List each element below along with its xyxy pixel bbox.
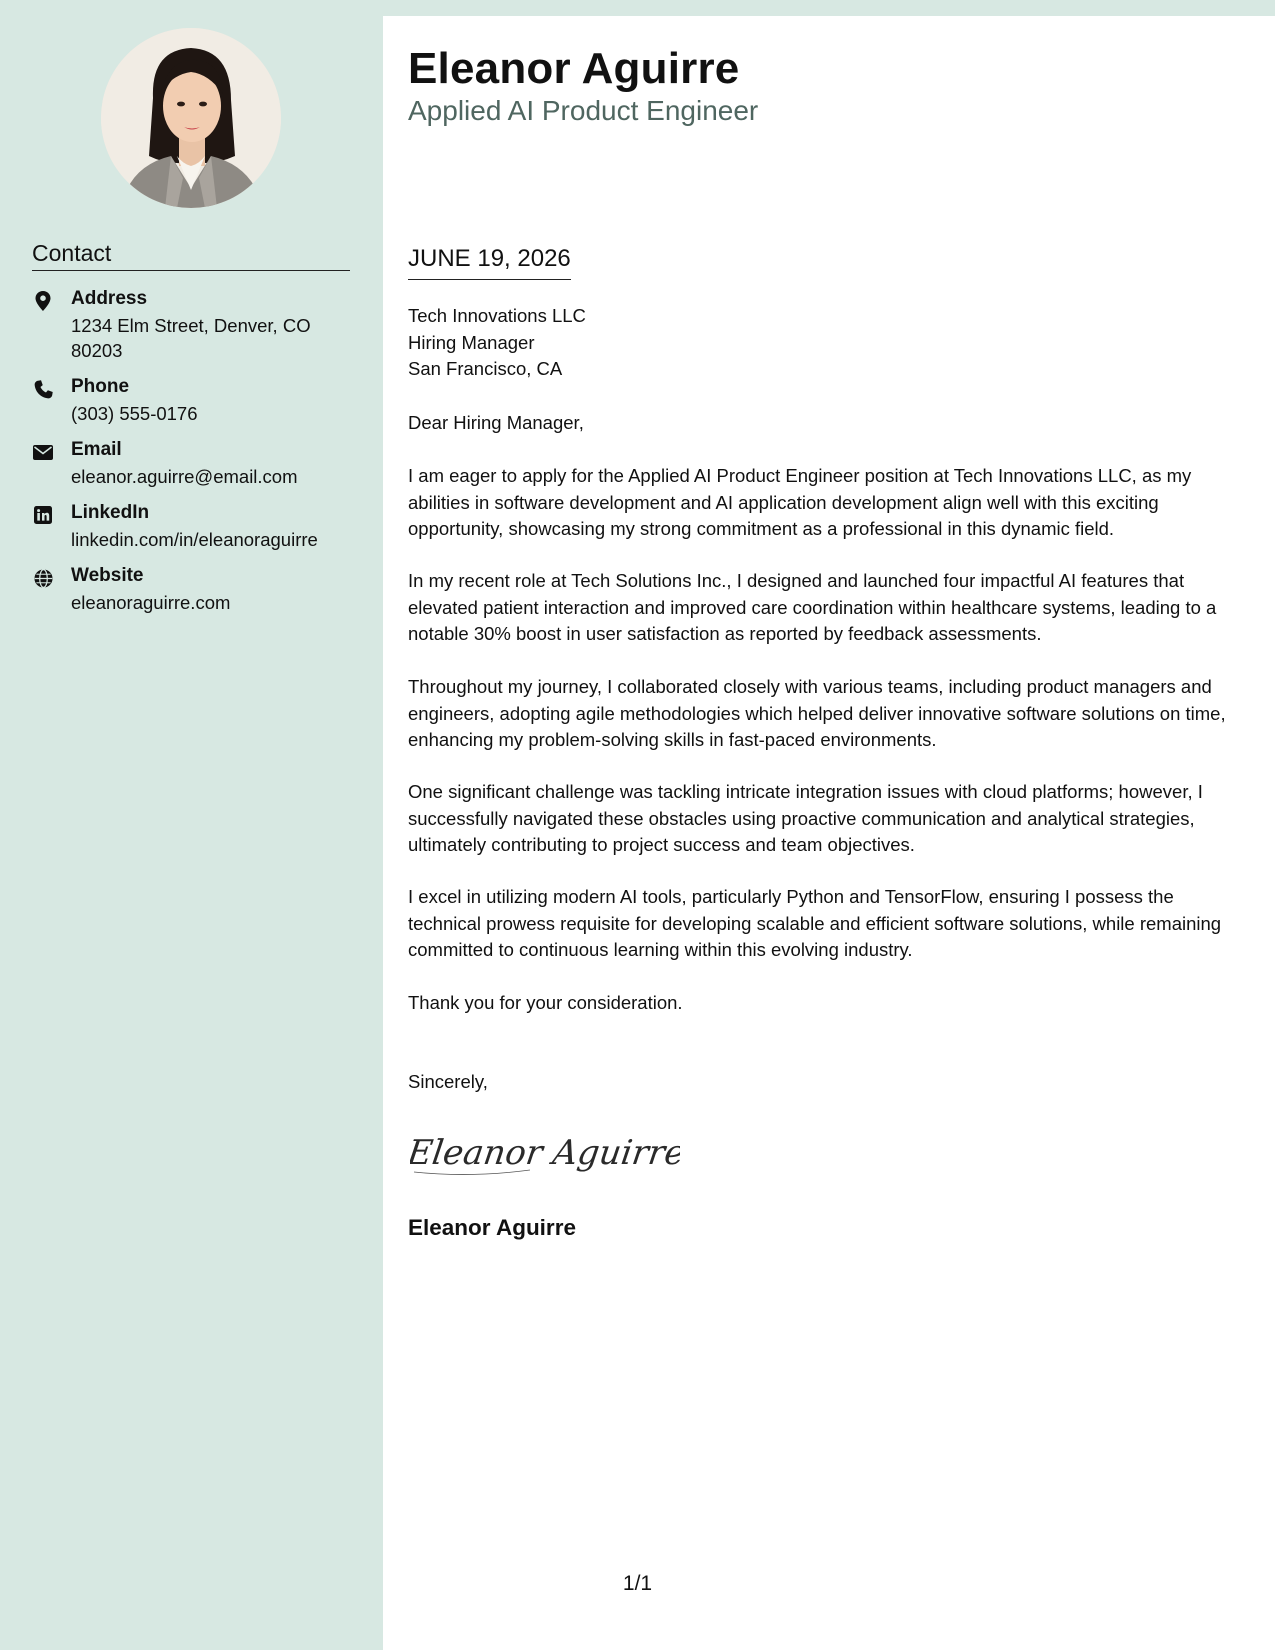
contact-value-email: eleanor.aguirre@email.com [71,466,298,487]
paragraph-2: In my recent role at Tech Solutions Inc., I designed and launched four impactful AI features that elevated patient interaction and improved care coordination within healthcare systems, leading to a notable 30% boost in user satisfaction as reported by feedback assessments. [408,570,1217,644]
letter-date: JUNE 19, 2026 [408,245,571,280]
page-number: 1/1 [622,1572,653,1595]
contact-value-linkedin: linkedin.com/in/eleanoraguirre [71,529,318,550]
paragraph-3: Throughout my journey, I collaborated closely with various teams, including product managers and engineers, adopting agile methodologies which helped deliver innovative software solutions on time, enhancing my problem-solving skills in fast-paced environments. [408,676,1226,750]
map-pin-icon [32,290,54,312]
top-band [0,0,1275,16]
applicant-role: Applied AI Product Engineer [408,95,759,126]
signed-name: Eleanor Aguirre [408,1215,576,1240]
globe-icon [32,567,54,589]
applicant-name: Eleanor Aguirre [408,44,740,93]
profile-photo [101,28,281,208]
linkedin-icon [32,504,54,526]
salutation: Dear Hiring Manager, [408,412,584,433]
contact-value-address: 1234 Elm Street, Denver, CO 80203 [71,315,311,361]
envelope-icon [32,441,54,463]
contact-label-phone: Phone [71,376,130,397]
contact-label-linkedin: LinkedIn [71,502,150,523]
thanks-line: Thank you for your consideration. [408,992,683,1013]
contact-label-address: Address [71,288,148,309]
recipient-company: Tech Innovations LLC [408,305,586,326]
closing: Sincerely, [408,1071,488,1092]
handwritten-signature [410,1122,680,1187]
contact-label-website: Website [71,565,144,586]
recipient-title: Hiring Manager [408,331,535,353]
contact-label-email: Email [71,439,122,460]
contact-heading: Contact [32,240,350,271]
recipient-block [408,303,586,383]
paragraph-5: I excel in utilizing modern AI tools, particularly Python and TensorFlow, ensuring I possess the technical prowess requisite for developing scalable and efficient software solutions, while remaining committed to continuous learning within this evolving industry. [408,886,1222,960]
recipient-location: San Francisco, CA [408,358,563,379]
contact-value-phone: (303) 555-0176 [71,403,198,424]
phone-icon [32,378,54,400]
svg-text:Eleanor Aguirre: Eleanor Aguirre [410,1133,680,1173]
contact-value-website: eleanoraguirre.com [71,592,231,613]
paragraph-4: One significant challenge was tackling intricate integration issues with cloud platforms; however, I successfully navigated these obstacles using proactive communication and analytical strategies, ultimately contributing to project success and team objectives. [408,781,1203,855]
avatar [101,28,281,208]
paragraph-1: I am eager to apply for the Applied AI Product Engineer position at Tech Innovations LLC, as my abilities in software development and AI application development align well with this exciting opportunity, showcasing my strong commitment as a professional in this dynamic field. [408,465,1192,539]
